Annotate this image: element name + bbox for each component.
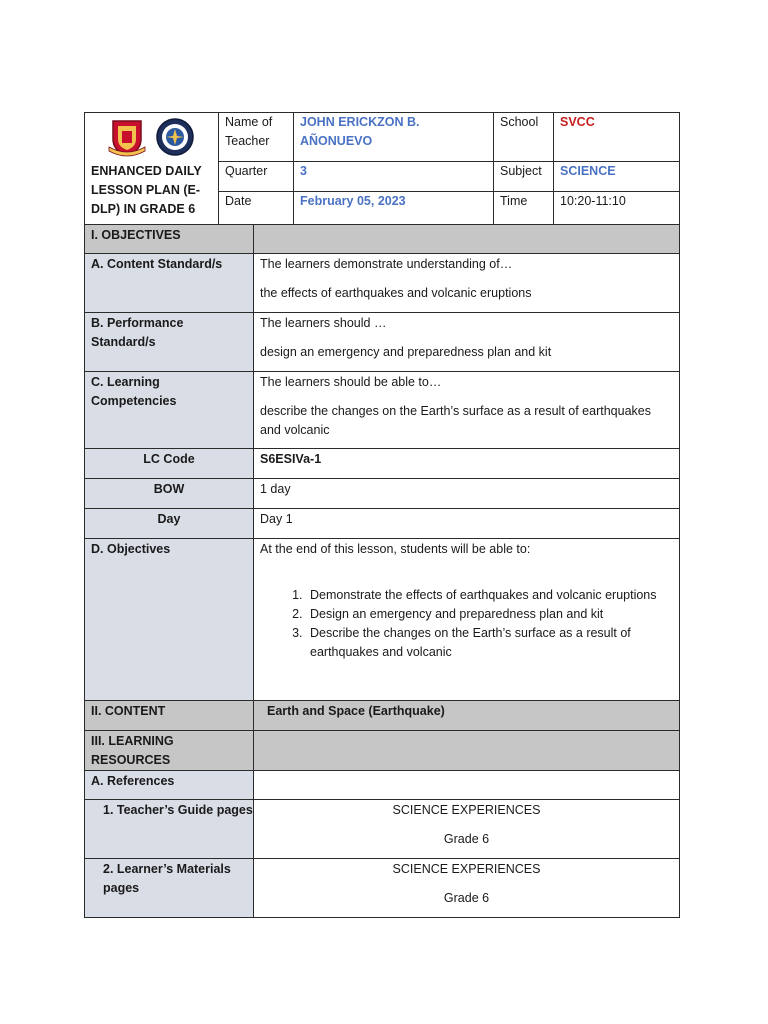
content-heading: II. CONTENT <box>85 701 254 731</box>
lc-code-value: S6ESIVa-1 <box>254 449 680 479</box>
school-label: School <box>494 113 554 162</box>
lesson-body-table <box>84 224 680 918</box>
performance-standard-value: The learners should … design an emergency and preparedness plan and kit <box>254 313 680 372</box>
teacher-label: Name of Teacher <box>219 113 294 162</box>
resources-heading: III. LEARNING RESOURCES <box>85 731 254 771</box>
subject-label: Subject <box>494 162 554 192</box>
school-value: SVCC <box>554 113 680 162</box>
objectives-list <box>260 586 673 662</box>
school-seal-icon <box>107 117 147 157</box>
d-objectives-label: D. Objectives <box>85 539 254 701</box>
list-item: 3. Describe the changes on the Earth’s surface as a result of earthquakes and volcanic <box>306 624 673 662</box>
teacher-value: JOHN ERICKZON B. AÑONUEVO <box>294 113 494 162</box>
content-standard-label: A. Content Standard/s <box>85 254 254 313</box>
content-value: Earth and Space (Earthquake) <box>254 701 680 731</box>
lesson-plan-document <box>84 112 679 918</box>
quarter-label: Quarter <box>219 162 294 192</box>
performance-standard-label: B. Performance Standard/s <box>85 313 254 372</box>
deped-seal-icon <box>155 117 195 157</box>
bow-label: BOW <box>85 479 254 509</box>
header-table <box>84 112 680 225</box>
bow-value: 1 day <box>254 479 680 509</box>
lc-code-label: LC Code <box>85 449 254 479</box>
quarter-value: 3 <box>294 162 494 192</box>
competencies-label: C. Learning Competencies <box>85 372 254 449</box>
learners-materials-label: 2. Learner’s Materials pages <box>85 859 254 918</box>
header-logo-cell <box>85 113 219 225</box>
date-value: February 05, 2023 <box>294 192 494 225</box>
school-logos <box>107 117 212 157</box>
date-label: Date <box>219 192 294 225</box>
competencies-value: The learners should be able to… describe the changes on the Earth’s surface as a result of earthquakes and volcanic <box>254 372 680 449</box>
references-label: A. References <box>85 771 254 800</box>
teachers-guide-label: 1. Teacher’s Guide pages <box>85 800 254 859</box>
d-objectives-intro: At the end of this lesson, students will be able to: <box>260 542 531 556</box>
d-objectives-value <box>254 539 680 701</box>
day-label: Day <box>85 509 254 539</box>
time-value: 10:20-11:10 <box>554 192 680 225</box>
subject-value: SCIENCE <box>554 162 680 192</box>
plan-title: ENHANCED DAILY LESSON PLAN (E-DLP) IN GRADE 6 <box>91 164 202 216</box>
list-item: 1. Demonstrate the effects of earthquakes and volcanic eruptions <box>306 586 673 605</box>
time-label: Time <box>494 192 554 225</box>
list-item: 2. Design an emergency and preparedness plan and kit <box>306 605 673 624</box>
teachers-guide-value: SCIENCE EXPERIENCES Grade 6 <box>254 800 680 859</box>
objectives-heading: I. OBJECTIVES <box>85 225 254 254</box>
content-standard-value: The learners demonstrate understanding of… the effects of earthquakes and volcanic eruptions <box>254 254 680 313</box>
day-value: Day 1 <box>254 509 680 539</box>
learners-materials-value: SCIENCE EXPERIENCES Grade 6 <box>254 859 680 918</box>
